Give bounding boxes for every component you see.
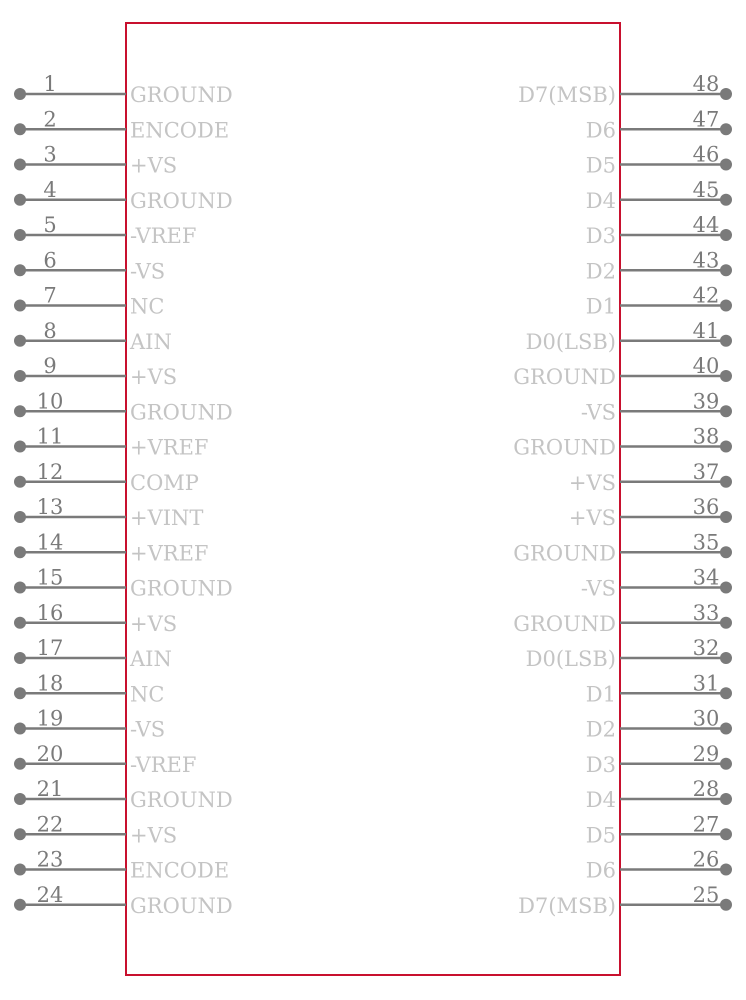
- pin-endpoint: [720, 899, 732, 911]
- pin-name: ENCODE: [130, 118, 230, 143]
- pin-29: [586, 742, 732, 777]
- pin-number: 30: [692, 706, 720, 731]
- pin-14: [14, 530, 208, 565]
- pin-endpoint: [720, 511, 732, 523]
- pin-endpoint: [720, 159, 732, 171]
- pin-endpoint: [720, 194, 732, 206]
- pin-name: -VS: [580, 576, 616, 601]
- pin-48: [518, 72, 732, 107]
- pin-number: 6: [43, 248, 57, 273]
- pin-endpoint: [720, 617, 732, 629]
- pin-12: [14, 460, 199, 495]
- pin-number: 15: [36, 565, 64, 590]
- pin-28: [586, 777, 732, 812]
- pin-name: D0(LSB): [525, 647, 616, 671]
- pin-endpoint: [720, 652, 732, 664]
- pin-name: +VREF: [130, 435, 209, 460]
- pin-endpoint: [14, 652, 26, 664]
- pin-name: D2: [585, 717, 616, 742]
- pin-endpoint: [14, 828, 26, 840]
- pin-31: [586, 671, 732, 706]
- pin-name: GROUND: [513, 541, 616, 566]
- component-body: [126, 23, 620, 975]
- pin-22: [14, 812, 177, 847]
- pin-24: [14, 883, 233, 918]
- pin-number: 12: [36, 459, 64, 484]
- pin-endpoint: [14, 758, 26, 770]
- pin-13: [14, 495, 203, 530]
- pin-number: 14: [36, 530, 64, 555]
- pin-number: 31: [692, 671, 720, 696]
- pin-name: GROUND: [130, 400, 233, 425]
- pin-endpoint: [14, 476, 26, 488]
- pin-number: 18: [36, 671, 64, 696]
- pin-5: [14, 213, 196, 248]
- pin-endpoint: [14, 194, 26, 206]
- pin-endpoint: [720, 229, 732, 241]
- pin-name: GROUND: [130, 893, 233, 918]
- pin-name: D7(MSB): [518, 83, 616, 107]
- pin-number: 35: [692, 530, 720, 555]
- pin-45: [586, 178, 732, 213]
- pin-name: D0(LSB): [525, 329, 616, 354]
- pin-name: D1: [585, 682, 616, 707]
- pin-name: GROUND: [513, 365, 616, 389]
- pin-44: [586, 213, 732, 248]
- pin-number: 10: [36, 389, 64, 414]
- pin-endpoint: [720, 476, 732, 488]
- pin-name: +VS: [130, 365, 178, 389]
- pin-name: +VS: [130, 611, 178, 636]
- pin-number: 34: [692, 565, 720, 590]
- pin-34: [581, 566, 732, 601]
- pin-endpoint: [14, 793, 26, 805]
- right-pin-column: [513, 72, 732, 918]
- pin-32: [526, 636, 732, 671]
- pin-number: 38: [692, 424, 720, 449]
- pin-42: [586, 284, 732, 319]
- pin-name: +VS: [130, 823, 178, 848]
- pin-endpoint: [720, 264, 732, 276]
- pin-endpoint: [720, 723, 732, 735]
- pin-endpoint: [14, 864, 26, 876]
- pin-name: -VS: [580, 400, 616, 425]
- pin-number: 25: [692, 882, 720, 907]
- pin-number: 32: [692, 636, 720, 660]
- pin-number: 40: [692, 354, 720, 378]
- pin-name: D5: [585, 153, 616, 178]
- pin-number: 8: [43, 318, 57, 343]
- pin-27: [586, 812, 732, 847]
- pin-endpoint: [14, 441, 26, 453]
- pin-name: ENCODE: [130, 858, 230, 883]
- pin-number: 23: [36, 847, 64, 872]
- pin-endpoint: [14, 88, 26, 100]
- pin-name: GROUND: [513, 611, 616, 636]
- pin-name: D6: [585, 118, 616, 143]
- pin-number: 2: [43, 107, 57, 132]
- pin-endpoint: [14, 511, 26, 523]
- pin-number: 47: [692, 107, 720, 132]
- pin-name: D4: [585, 188, 616, 213]
- pin-40: [513, 354, 732, 389]
- pin-name: D6: [585, 858, 616, 883]
- pin-number: 26: [692, 847, 720, 872]
- pin-endpoint: [720, 828, 732, 840]
- pin-number: 19: [36, 706, 64, 731]
- pin-number: 42: [692, 283, 720, 308]
- pin-name: NC: [130, 682, 165, 707]
- pin-30: [586, 707, 732, 742]
- pin-41: [526, 319, 732, 354]
- pin-15: [14, 566, 233, 601]
- pin-number: 45: [692, 177, 720, 202]
- pin-name: D7(MSB): [518, 893, 616, 918]
- pin-9: [14, 354, 177, 389]
- pin-number: 7: [43, 283, 57, 308]
- pin-21: [14, 777, 233, 812]
- pin-16: [14, 601, 177, 636]
- pin-number: 13: [36, 495, 64, 519]
- pin-name: +VS: [568, 506, 616, 530]
- pin-name: D5: [585, 823, 616, 848]
- pin-endpoint: [720, 88, 732, 100]
- pin-number: 20: [36, 741, 64, 766]
- pin-number: 36: [692, 495, 720, 519]
- pin-endpoint: [14, 229, 26, 241]
- pin-7: [14, 284, 164, 319]
- pin-endpoint: [720, 793, 732, 805]
- pin-endpoint: [14, 723, 26, 735]
- pin-endpoint: [720, 405, 732, 417]
- pin-number: 17: [36, 636, 64, 660]
- pin-endpoint: [14, 546, 26, 558]
- pin-name: GROUND: [130, 83, 233, 107]
- pin-name: NC: [130, 294, 165, 319]
- pin-name: AIN: [130, 329, 172, 354]
- pin-name: D4: [585, 788, 616, 812]
- pin-number: 46: [692, 142, 720, 167]
- pin-number: 39: [692, 389, 720, 414]
- pin-name: +VS: [568, 470, 616, 495]
- pin-37: [569, 460, 732, 495]
- pin-name: -VREF: [130, 752, 197, 777]
- pin-number: 44: [692, 213, 720, 237]
- pin-36: [569, 495, 732, 530]
- pin-number: 4: [43, 177, 57, 202]
- pin-43: [586, 248, 732, 283]
- pin-47: [586, 107, 732, 142]
- pin-endpoint: [720, 687, 732, 699]
- pin-number: 11: [36, 424, 64, 449]
- pin-20: [14, 742, 196, 777]
- pin-number: 43: [692, 248, 720, 273]
- pin-endpoint: [14, 335, 26, 347]
- pin-18: [14, 671, 164, 706]
- pin-name: GROUND: [130, 576, 233, 601]
- pin-name: D2: [585, 259, 616, 284]
- pin-39: [581, 389, 732, 424]
- pin-name: -VS: [130, 259, 166, 284]
- pin-name: -VS: [130, 717, 166, 742]
- pin-number: 24: [36, 882, 64, 907]
- pin-name: GROUND: [130, 188, 233, 213]
- pin-endpoint: [14, 899, 26, 911]
- pin-26: [586, 848, 732, 883]
- pin-4: [14, 178, 233, 213]
- pin-25: [518, 883, 732, 918]
- pin-name: -VREF: [130, 224, 197, 248]
- pin-11: [14, 425, 208, 460]
- pin-endpoint: [14, 264, 26, 276]
- pin-endpoint: [720, 335, 732, 347]
- pin-endpoint: [14, 582, 26, 594]
- pin-10: [14, 389, 233, 424]
- pin-38: [513, 425, 732, 460]
- pin-23: [14, 848, 229, 883]
- pin-17: [14, 636, 172, 671]
- pin-name: GROUND: [130, 788, 233, 812]
- pin-8: [14, 319, 172, 354]
- pin-number: 27: [692, 812, 720, 837]
- pin-number: 33: [692, 600, 720, 625]
- pin-number: 29: [692, 741, 720, 766]
- pin-endpoint: [14, 687, 26, 699]
- pin-endpoint: [720, 441, 732, 453]
- pin-2: [14, 107, 229, 142]
- pin-number: 5: [43, 213, 57, 237]
- pin-number: 3: [43, 142, 57, 167]
- pin-name: D1: [585, 294, 616, 319]
- pin-endpoint: [14, 123, 26, 135]
- pin-number: 21: [36, 777, 64, 801]
- left-pin-column: [14, 72, 233, 918]
- pin-number: 37: [692, 459, 720, 484]
- pin-endpoint: [720, 864, 732, 876]
- pin-46: [586, 143, 732, 178]
- pin-number: 1: [43, 72, 57, 96]
- pin-1: [14, 72, 233, 107]
- pin-number: 22: [36, 812, 64, 837]
- pin-endpoint: [14, 159, 26, 171]
- pin-33: [513, 601, 732, 636]
- pin-endpoint: [720, 582, 732, 594]
- pin-35: [513, 530, 732, 565]
- pin-endpoint: [14, 370, 26, 382]
- pin-endpoint: [720, 370, 732, 382]
- pin-name: +VS: [130, 153, 178, 178]
- pin-number: 16: [36, 600, 64, 625]
- pin-number: 48: [692, 72, 720, 96]
- pin-name: +VREF: [130, 541, 209, 566]
- pin-endpoint: [14, 405, 26, 417]
- pin-number: 28: [692, 777, 720, 801]
- pin-endpoint: [14, 617, 26, 629]
- pin-name: +VINT: [130, 506, 204, 530]
- pin-19: [14, 707, 165, 742]
- pin-name: GROUND: [513, 435, 616, 460]
- pin-name: D3: [585, 224, 616, 248]
- pin-endpoint: [720, 123, 732, 135]
- pin-number: 41: [692, 318, 720, 343]
- pin-endpoint: [14, 300, 26, 312]
- pin-endpoint: [720, 546, 732, 558]
- pin-number: 9: [43, 354, 57, 378]
- pin-3: [14, 143, 177, 178]
- pin-6: [14, 248, 165, 283]
- pin-endpoint: [720, 300, 732, 312]
- pin-name: D3: [585, 752, 616, 777]
- pin-endpoint: [720, 758, 732, 770]
- pin-name: AIN: [130, 647, 172, 671]
- pin-name: COMP: [130, 470, 199, 495]
